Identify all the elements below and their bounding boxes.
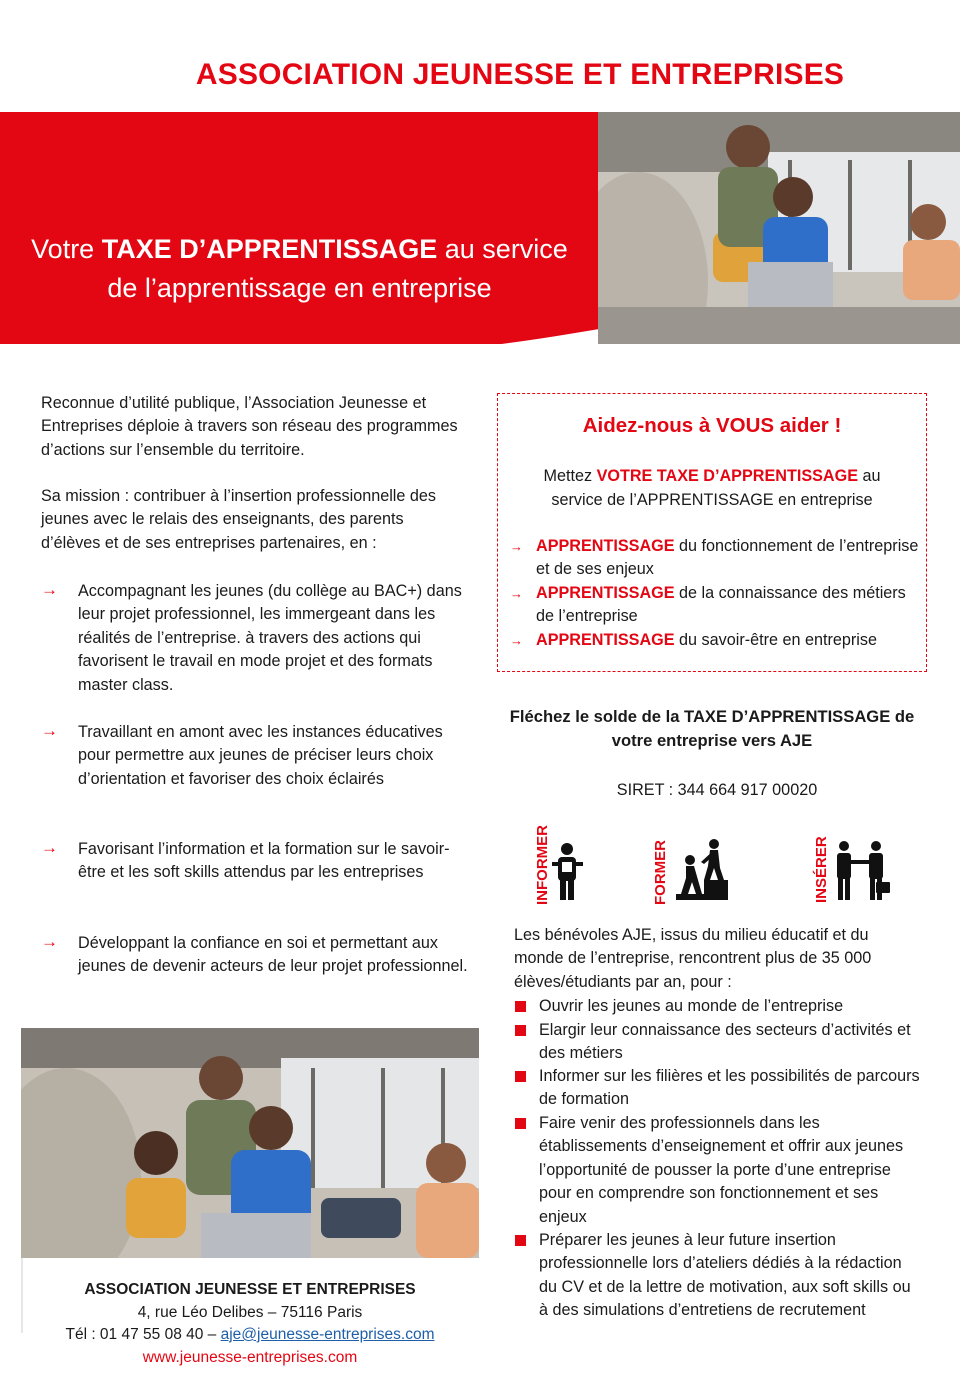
arrow-right-icon: → <box>41 932 58 951</box>
footer-phone: Tél : 01 47 55 08 40 – <box>65 1326 221 1343</box>
volunteers-paragraph: Les bénévoles AJE, issus du milieu éducatif et du monde de l’entreprise, rencontrent plus de 35 000 élèves/étudiants par an, pour : <box>514 926 872 991</box>
callout-item-rest: du savoir-être en entreprise <box>674 631 877 649</box>
callout-title: Aidez-nous à VOUS aider ! <box>582 414 842 437</box>
callout-item-red: APPRENTISSAGE <box>536 537 675 555</box>
mission-bullet <box>41 721 471 791</box>
arrow-right-icon: → <box>510 586 523 601</box>
square-bullet-icon <box>515 1025 526 1036</box>
callout-item-red: APPRENTISSAGE <box>536 584 675 602</box>
arrow-right-icon: → <box>510 539 523 554</box>
mission-paragraph: Sa mission : contribuer à l’insertion professionnelle des jeunes avec le relais des enseignants, des parents d’élèves et de ses entreprises partenaires, en : <box>41 487 436 552</box>
picto-label-inserer: INSÉRER <box>813 836 830 903</box>
intro-paragraph: Reconnue d’utilité publique, l’Association Jeunesse et Entreprises déploie à travers son réseau des programmes d’actions sur l’ensemble du territoire. <box>41 394 458 459</box>
arrow-right-icon: → <box>41 721 58 740</box>
callout-sub-prefix: Mettez <box>543 467 597 485</box>
picto-label-former: FORMER <box>652 840 669 905</box>
siret-number: SIRET : 344 664 917 00020 <box>616 781 818 799</box>
footer-phone-line <box>21 1324 479 1347</box>
hero-line1-bold: TAXE D’APPRENTISSAGE <box>101 234 438 264</box>
square-bullet-icon <box>515 1071 526 1082</box>
volunteers-bullet <box>515 1229 920 1323</box>
square-bullet-icon <box>515 1118 526 1129</box>
callout-subtitle <box>517 464 907 512</box>
mission-bullet <box>41 932 471 979</box>
arrow-right-icon: → <box>510 633 523 648</box>
hero-line1-suffix: au service <box>437 234 568 264</box>
volunteers-bullet <box>515 1065 920 1112</box>
callout-sub-red: VOTRE TAXE D’APPRENTISSAGE <box>596 467 858 485</box>
mission-bullet-text: Travaillant en amont avec les instances éducatives pour permettre aux jeunes de préciser leurs choix d’orientation et favoriser des choix éclairés <box>78 723 443 788</box>
hero-photo <box>598 112 960 344</box>
mission-bullet-text: Favorisant l’information et la formation sur le savoir-être et les soft skills attendus par les entreprises <box>78 840 450 882</box>
callout-item <box>510 582 920 629</box>
callout-item <box>510 629 920 652</box>
square-bullet-icon <box>515 1001 526 1012</box>
mission-bullet <box>41 580 471 697</box>
arrow-right-icon: → <box>41 838 58 857</box>
person-informing-icon <box>552 842 584 902</box>
hero-line2: de l’apprentissage en entreprise <box>107 273 492 303</box>
volunteers-bullet-text: Ouvrir les jeunes au monde de l’entreprise <box>539 997 844 1015</box>
mission-bullet <box>41 838 471 885</box>
volunteers-bullet <box>515 995 920 1018</box>
volunteers-bullet-text: Préparer les jeunes à leur future insertion professionnelle lors d’ateliers dédiés à la rédaction du CV et de la lettre de motivation, aux soft skills ou à des simulations d’entretiens de recrutement <box>539 1231 911 1320</box>
volunteers-bullet-text: Faire venir des professionnels dans les établissements d’enseignement et offrir aux jeunes l’opportunité de pousser la porte d’une entreprise pour en comprendre son fonctionnement et ses enjeux <box>539 1114 904 1226</box>
hero-line1-prefix: Votre <box>31 234 102 264</box>
mission-bullet-text: Accompagnant les jeunes (du collège au BAC+) dans leur projet professionnel, les immergeant dans les réalités de l’entreprise. à travers des actions qui favorisent le travail en mode projet et des formats master class. <box>78 582 462 694</box>
handshake-with-briefcase-icon <box>834 840 892 902</box>
volunteers-bullet-text: Informer sur les filières et les possibilités de parcours de formation <box>539 1067 920 1109</box>
volunteers-bullet <box>515 1019 920 1066</box>
people-climbing-steps-icon <box>676 838 730 902</box>
page-title: ASSOCIATION JEUNESSE ET ENTREPRISES <box>195 58 845 91</box>
volunteers-bullet-text: Elargir leur connaissance des secteurs d’activités et des métiers <box>539 1021 911 1063</box>
callout-sub-suffix: au service de l’APPRENTISSAGE en entreprise <box>551 467 881 509</box>
footer-email-link[interactable]: aje@jeunesse-entreprises.com <box>220 1326 435 1343</box>
volunteers-bullet <box>515 1112 920 1229</box>
footer-contact <box>21 1279 479 1369</box>
square-bullet-icon <box>515 1235 526 1246</box>
callout-item-rest: de la connaissance des métiers de l’entreprise <box>536 584 906 626</box>
footer-website-link[interactable]: www.jeunesse-entreprises.com <box>142 1348 358 1366</box>
picto-label-informer: INFORMER <box>534 825 551 905</box>
mission-bullet-text: Développant la confiance en soi et permettant aux jeunes de devenir acteurs de leur projet professionnel. <box>78 934 468 976</box>
students-photo <box>21 1028 479 1258</box>
arrow-right-icon: → <box>41 580 58 599</box>
footer-org-name: ASSOCIATION JEUNESSE ET ENTREPRISES <box>84 1281 416 1298</box>
callout-item-red: APPRENTISSAGE <box>536 631 675 649</box>
callout-item-rest: du fonctionnement de l’entreprise et de ses enjeux <box>536 537 919 579</box>
direct-tax-heading: Fléchez le solde de la TAXE D’APPRENTISSAGE de votre entreprise vers AJE <box>509 707 915 750</box>
hero-headline <box>22 230 577 308</box>
callout-item <box>510 535 920 582</box>
footer-address: 4, rue Léo Delibes – 75116 Paris <box>137 1303 363 1321</box>
